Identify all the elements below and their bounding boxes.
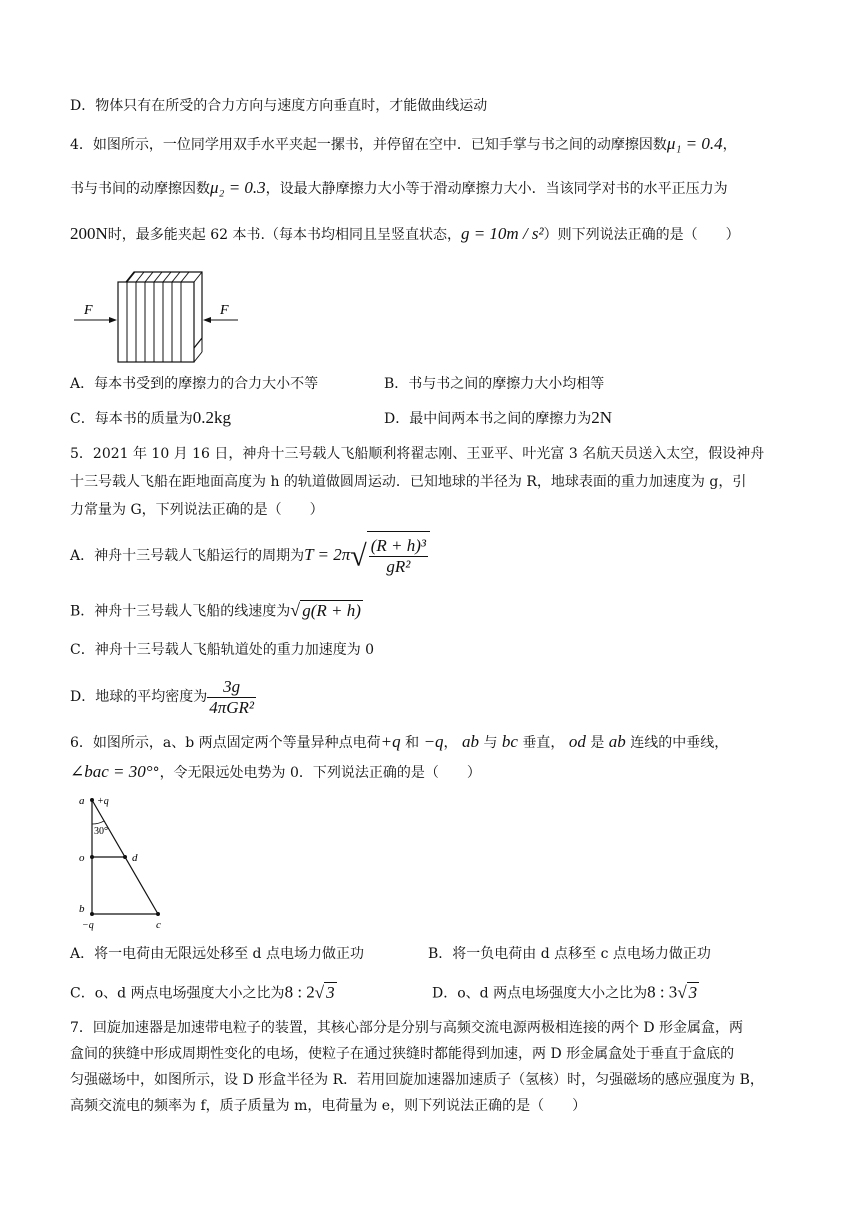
q6-fig-minus-q: −q xyxy=(82,920,94,931)
q5-option-c: C．神舟十三号载人飞船轨道处的重力加速度为 0 xyxy=(70,642,375,658)
q5-option-d-numerator: 3g xyxy=(207,677,256,698)
q6-fig-d: d xyxy=(132,852,138,864)
q4-books-figure xyxy=(70,266,240,366)
q7-stem-line1: 7．回旋加速器是加速带电粒子的装置，其核心部分是分别与高频交流电源两极相连接的两个 D 形金属盒，两 xyxy=(70,1020,744,1036)
q5-stem-line2: 十三号载人飞船在距地面高度为 h 的轨道做圆周运动．已知地球的半径为 R，地球表面的重力加速度为 g，引 xyxy=(70,474,747,490)
q4-g-expr: g = 10m / s² xyxy=(460,224,544,243)
q6-stem-text2: ，令无限远处电势为 0．下列说法正确的是（ ） xyxy=(159,765,481,781)
q4-option-c xyxy=(70,408,231,429)
q5-option-a-text: A．神舟十三号载人飞船运行的周期为 xyxy=(70,548,305,564)
q5-option-b-sqrt: √ g(R + h) xyxy=(290,600,361,620)
q6-option-b: B．将一负电荷由 d 点移至 c 点电场力做正功 xyxy=(428,946,711,962)
q7-stem-line3: 匀强磁场中，如图所示，设 D 形盒半径为 R．若用回旋加速器加速质子（氢核）时，匀强磁场的感应强度为 B， xyxy=(70,1072,764,1088)
q5-option-d xyxy=(70,672,800,722)
q4-stem-line3 xyxy=(70,224,800,245)
q6-fig-angle: 30° xyxy=(94,826,108,837)
q5-option-a-sqrt: √ $\frac{\text{(R + h)³}}{\text{gR²}}$ xyxy=(350,531,430,582)
q4-mu1: μ₁ = 0.4 xyxy=(666,134,723,153)
q6-option-a: A．将一电荷由无限远处移至 d 点电场力做正功 xyxy=(70,946,364,962)
q6-option-d-text: D．o、d 两点电场强度大小之比为 xyxy=(432,985,648,1002)
q6-option-c-ratio: 8 : 2 xyxy=(284,982,315,1002)
q6-ab2: ab xyxy=(608,732,626,751)
q6-option-d xyxy=(432,982,699,1005)
q4-stem-line2 xyxy=(70,178,800,199)
q6-fig-c: c xyxy=(156,919,161,931)
q5-option-b xyxy=(70,600,800,623)
q6-option-c-text: C．o、d 两点电场强度大小之比为 xyxy=(70,985,285,1002)
q4-comma: ， xyxy=(722,137,737,153)
q6-minus-q: −q xyxy=(423,732,444,751)
q5-option-a-lhs: T = 2π xyxy=(304,545,351,564)
q7-stem-line4: 高频交流电的频率为 f，质子质量为 m，电荷量为 e，则下列说法正确的是（ ） xyxy=(70,1098,587,1114)
q4-stem-line1 xyxy=(70,134,800,155)
q6-stem-line2 xyxy=(70,762,800,783)
q6-deg: ° xyxy=(152,765,160,781)
q4-option-d-value: 2N xyxy=(591,408,613,427)
q6-perp: 垂直， xyxy=(522,735,565,751)
q3-option-d: D．物体只有在所受的合力方向与速度方向垂直时，才能做曲线运动 xyxy=(70,98,488,114)
q5-stem-line1: 5．2021 年 10 月 16 日，神舟十三号载人飞船顺利将翟志刚、王亚平、叶光富 3 名航天员送入太空，假设神舟 xyxy=(70,446,765,462)
q6-charge-figure xyxy=(72,790,172,936)
q4-stem-text2b: ，设最大静摩擦力大小等于滑动摩擦力大小．当该同学对书的水平正压力为 xyxy=(265,181,728,197)
q4-force-label-left: F xyxy=(84,303,93,318)
q6-comma: ， xyxy=(443,735,458,751)
q6-and: 和 xyxy=(405,735,420,751)
q4-option-b: B．书与书之间的摩擦力大小均相等 xyxy=(384,376,605,392)
q6-with: 与 xyxy=(483,735,498,751)
q4-option-c-text: C．每本书的质量为 xyxy=(70,411,193,427)
q5-option-a-numerator: (R + h)³ xyxy=(370,535,426,555)
q6-stem-text1: 6．如图所示，a、b 两点固定两个等量异种点电荷 xyxy=(70,735,381,751)
q6-option-c xyxy=(70,982,337,1005)
q4-stem-text1: 4．如图所示，一位同学用双手水平夹起一摞书，并停留在空中．已知手掌与书之间的动摩擦因数 xyxy=(70,137,667,153)
q5-option-a xyxy=(70,530,800,580)
q6-angle: ∠bac = 30° xyxy=(70,762,153,781)
q6-option-d-sqrt: √ 3 xyxy=(677,983,698,1002)
q4-mu2: μ₂ = 0.3 xyxy=(210,178,266,197)
q4-stem-text3b: ）则下列说法正确的是（ ） xyxy=(543,227,740,243)
q5-option-a-denominator: gR² xyxy=(386,556,411,576)
q5-stem-line3: 力常量为 G，下列说法正确的是（ ） xyxy=(70,502,324,518)
q4-option-d-text: D．最中间两本书之间的摩擦力为 xyxy=(384,411,592,427)
q4-option-d xyxy=(384,408,612,429)
q4-stem-text3a: 时，最多能夹起 62 本书.（每本书均相同且呈竖直状态， xyxy=(107,227,461,243)
q5-option-b-expr: g(R + h) xyxy=(302,601,361,620)
q7-stem-line2: 盒间的狭缝中形成周期性变化的电场，使粒子在通过狭缝时都能得到加速，两 D 形金属盒处于垂直于盒底的 xyxy=(70,1046,735,1062)
q6-stem-text1c: 连线的中垂线， xyxy=(630,735,729,751)
q6-fig-a: a xyxy=(79,795,85,807)
q5-option-b-text: B．神舟十三号载人飞船的线速度为 xyxy=(70,603,291,620)
q4-force-label-right: F xyxy=(220,303,229,318)
q4-stem-text2a: 书与书间的动摩擦因数 xyxy=(70,181,210,197)
q6-stem-line1 xyxy=(70,732,800,753)
q6-plus-q: +q xyxy=(380,732,401,751)
q6-ab: ab xyxy=(462,732,479,751)
q5-option-d-denominator: 4πGR² xyxy=(209,697,255,717)
q6-bc: bc xyxy=(501,732,518,751)
q6-fig-b: b xyxy=(79,903,85,915)
q5-option-d-text: D．地球的平均密度为 xyxy=(70,689,208,705)
q4-force: 200N xyxy=(70,224,108,243)
q6-option-c-sqrt: √ 3 xyxy=(314,983,335,1002)
q6-is: 是 xyxy=(590,735,605,751)
q6-option-d-radicand: 3 xyxy=(688,983,698,1002)
q6-fig-plus-q: +q xyxy=(97,796,109,807)
q6-od: od xyxy=(568,732,586,751)
q6-fig-o: o xyxy=(79,852,85,864)
q6-option-d-ratio: 8 : 3 xyxy=(647,982,678,1002)
q6-option-c-radicand: 3 xyxy=(326,983,335,1002)
q4-option-a: A．每本书受到的摩擦力的合力大小不等 xyxy=(70,376,319,392)
q4-option-c-value: 0.2kg xyxy=(192,408,231,427)
